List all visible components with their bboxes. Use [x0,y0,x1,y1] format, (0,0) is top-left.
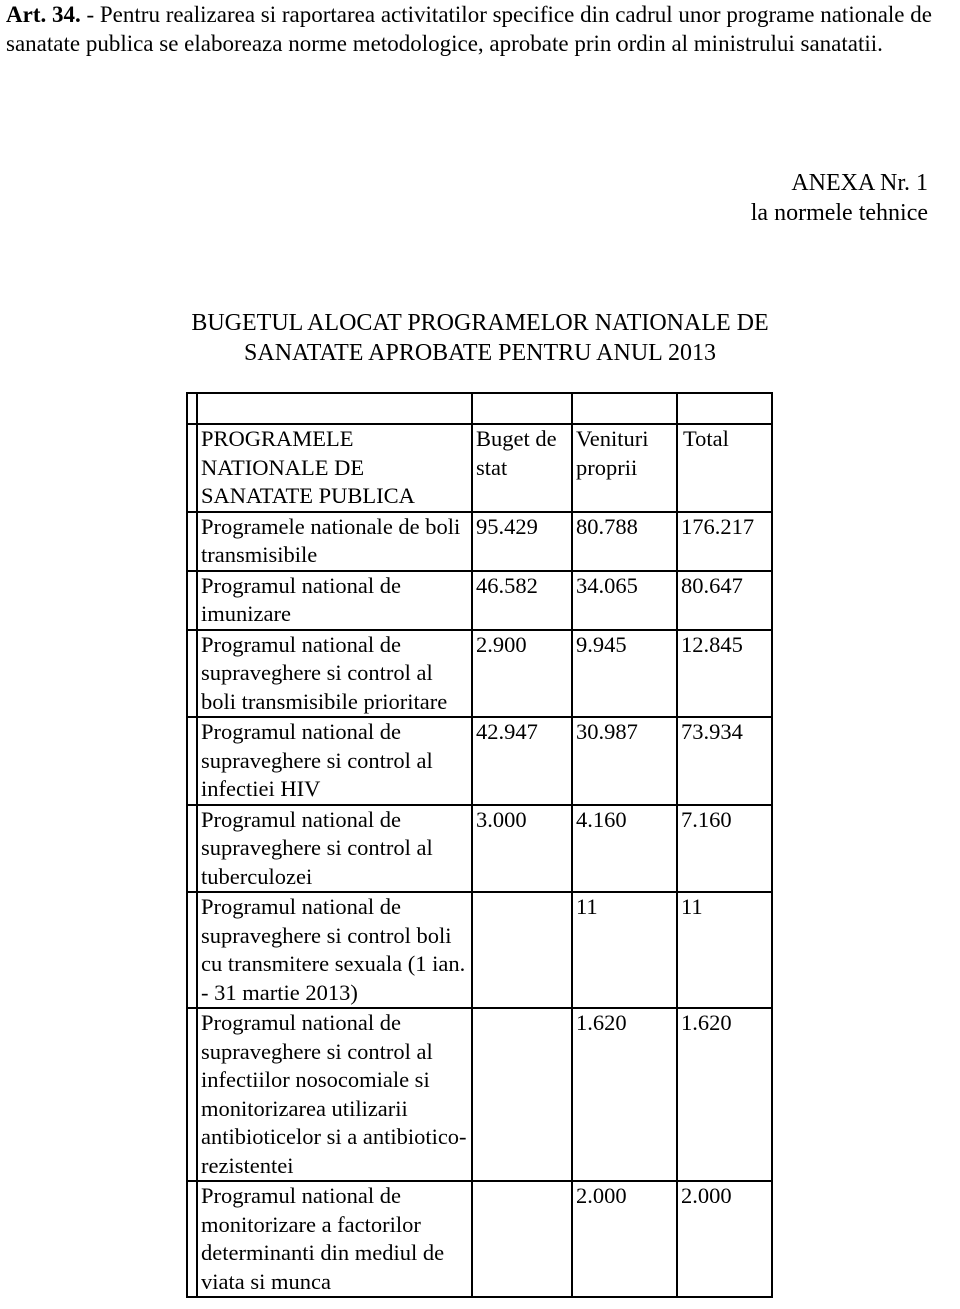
table-edge-cell [187,805,197,893]
table-row [187,717,772,805]
program-name: Programul national de supraveghere si control boli cu transmitere sexuala (1 ian. - 31 martie 2013) [197,892,472,1008]
total-value: 2.000 [677,1181,772,1297]
budget-table-body [187,393,772,1297]
table-edge-cell [187,892,197,1008]
total-value: 80.647 [677,571,772,630]
table-header-row [187,424,772,512]
buget-value: 46.582 [472,571,572,630]
buget-value: 42.947 [472,717,572,805]
budget-table [186,392,773,1298]
program-name: Programul national de monitorizare a factorilor determinanti din mediul de viata si munca [197,1181,472,1297]
document-title [0,308,960,368]
buget-value [472,1181,572,1297]
annex-subtitle: la normele tehnice [750,200,928,226]
table-row [187,892,772,1008]
program-name: Programul national de supraveghere si control al boli transmisibile prioritare [197,630,472,718]
table-row [187,512,772,571]
venituri-value: 9.945 [572,630,677,718]
venituri-value: 34.065 [572,571,677,630]
program-name: Programul national de supraveghere si control al tuberculozei [197,805,472,893]
table-edge-cell [187,630,197,718]
total-value: 7.160 [677,805,772,893]
table-edge-cell [187,393,197,424]
buget-value: 3.000 [472,805,572,893]
buget-value [472,1008,572,1181]
header-program: PROGRAMELE NATIONALE DE SANATATE PUBLICA [197,424,472,512]
table-edge-cell [187,1008,197,1181]
table-edge-cell [187,571,197,630]
buget-value: 2.900 [472,630,572,718]
total-value: 12.845 [677,630,772,718]
table-spacer-cell [197,393,472,424]
total-value: 73.934 [677,717,772,805]
program-name: Programul national de supraveghere si control al infectiei HIV [197,717,472,805]
table-spacer-cell [472,393,572,424]
buget-value [472,892,572,1008]
venituri-value: 4.160 [572,805,677,893]
venituri-value: 11 [572,892,677,1008]
venituri-value: 80.788 [572,512,677,571]
total-value: 176.217 [677,512,772,571]
header-buget: Buget de stat [472,424,572,512]
table-spacer-cell [677,393,772,424]
table-edge-cell [187,424,197,512]
article-text: - Pentru realizarea si raportarea activitatilor specifice din cadrul unor programe nationale de sanatate publica se elaboreaza norme metodologice, aprobate prin ordin al ministrului sanatatii. [6,2,932,56]
title-line-2: SANATATE APROBATE PENTRU ANUL 2013 [244,340,716,366]
program-name: Programele nationale de boli transmisibile [197,512,472,571]
header-venituri: Venituri proprii [572,424,677,512]
table-edge-cell [187,512,197,571]
table-row [187,1008,772,1181]
table-spacer-row [187,393,772,424]
program-name: Programul national de supraveghere si control al infectiilor nosocomiale si monitorizarea utilizarii antibioticelor si a antibiotico-rezistentei [197,1008,472,1181]
venituri-value: 1.620 [572,1008,677,1181]
title-line-1: BUGETUL ALOCAT PROGRAMELOR NATIONALE DE [191,310,769,336]
table-row [187,805,772,893]
annex-heading [751,168,928,228]
total-value: 1.620 [677,1008,772,1181]
table-row [187,1181,772,1297]
header-total: Total [677,424,772,512]
table-edge-cell [187,1181,197,1297]
total-value: 11 [677,892,772,1008]
venituri-value: 30.987 [572,717,677,805]
program-name: Programul national de imunizare [197,571,472,630]
table-row [187,630,772,718]
article-paragraph [6,0,946,58]
table-row [187,571,772,630]
annex-number: ANEXA Nr. 1 [791,170,928,196]
article-label: Art. 34. [6,2,81,27]
table-spacer-cell [572,393,677,424]
buget-value: 95.429 [472,512,572,571]
table-edge-cell [187,717,197,805]
venituri-value: 2.000 [572,1181,677,1297]
